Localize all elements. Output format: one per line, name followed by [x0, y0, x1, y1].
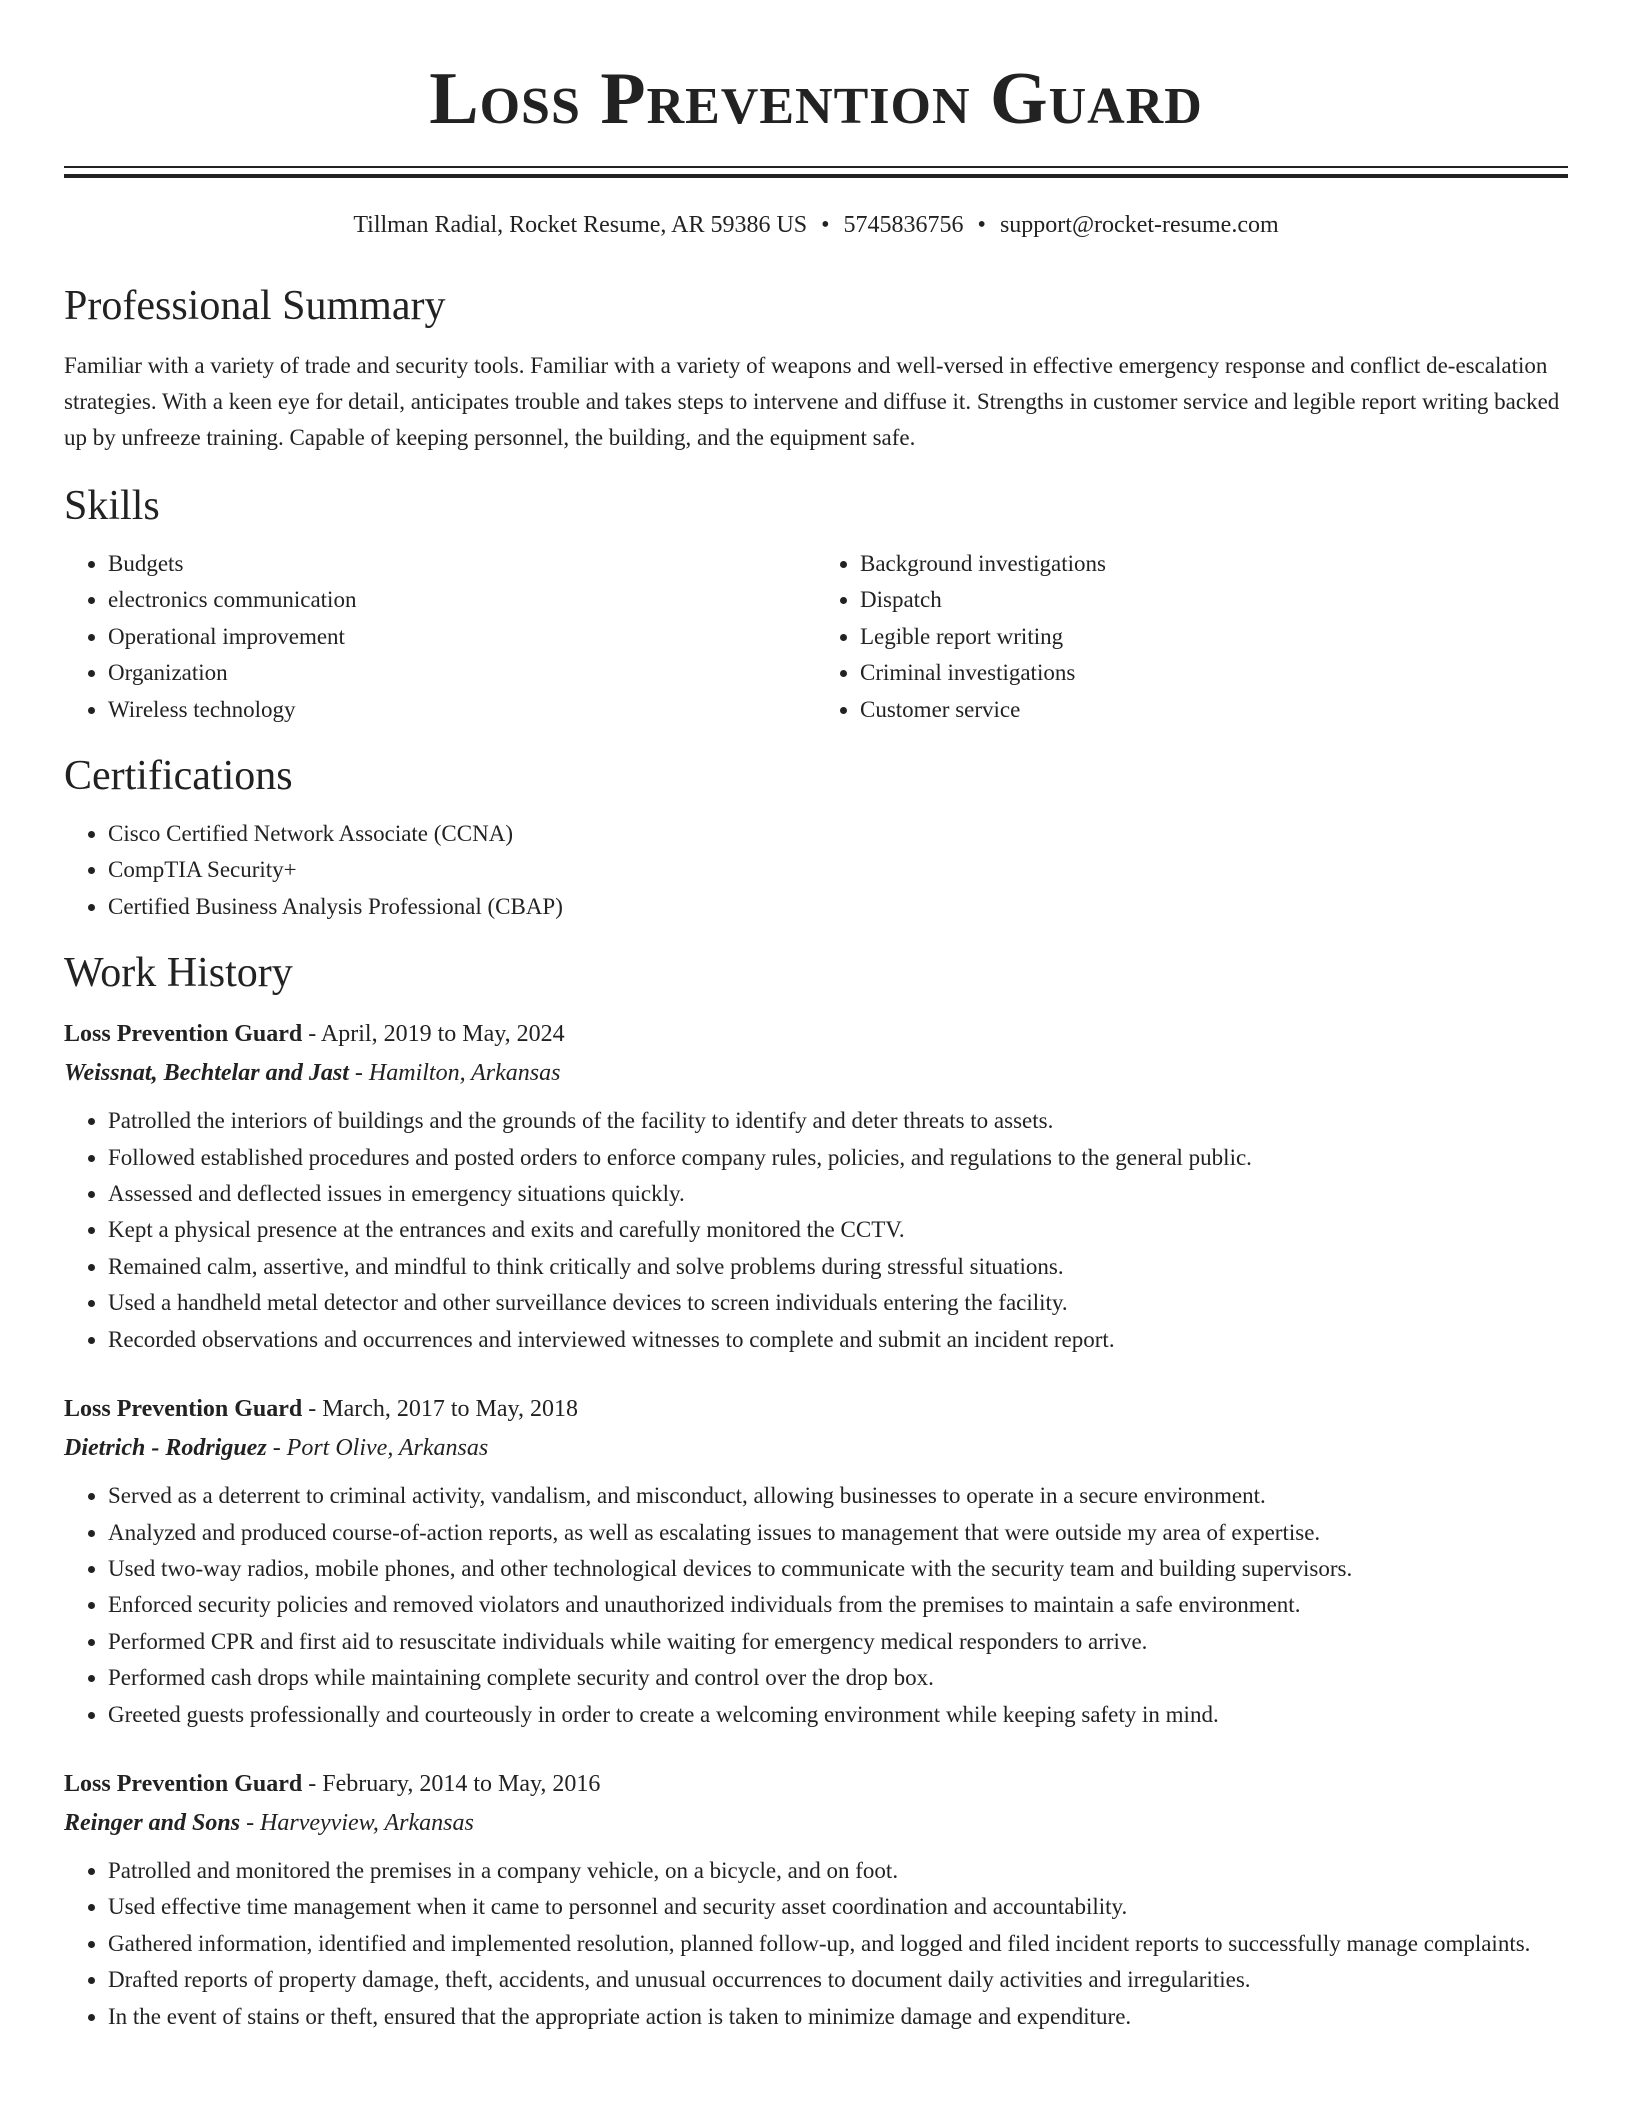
job-bullet: • Gathered information, identified and implemented resolution, planned follow-up, and logged and filed incident reports to successfully manage complaints.: [108, 1926, 1568, 1962]
header-rule-thick: [64, 174, 1568, 178]
job-bullet: • In the event of stains or theft, ensured that the appropriate action is taken to minimize damage and expenditure.: [108, 1999, 1568, 2035]
contact-separator: •: [821, 212, 830, 238]
skill-item: • Dispatch: [860, 582, 1568, 618]
job-title: Loss Prevention Guard: [64, 1021, 303, 1048]
job-bullet: • Analyzed and produced course-of-action reports, as well as escalating issues to management that were outside my area of expertise.: [108, 1515, 1568, 1551]
job-title-line: [64, 1015, 1568, 1053]
contact-separator: •: [977, 212, 986, 238]
job-bullet: • Patrolled the interiors of buildings and the grounds of the facility to identify and deter threats to assets.: [108, 1103, 1568, 1139]
job-company: Weissnat, Bechtelar and Jast: [64, 1060, 349, 1087]
job-company: Reinger and Sons: [64, 1809, 241, 1836]
job-bullet: • Followed established procedures and posted orders to enforce company rules, policies, and regulations to the general public.: [108, 1140, 1568, 1176]
certifications-heading: Certifications: [64, 753, 293, 800]
job-company: Dietrich - Rodriguez: [64, 1435, 267, 1462]
skill-item: • Organization: [108, 655, 816, 691]
header-rule-thin: [64, 166, 1568, 168]
job-title-line: [64, 1765, 1568, 1803]
job-title: Loss Prevention Guard: [64, 1770, 303, 1797]
skill-item: • Budgets: [108, 546, 816, 582]
skills-heading: Skills: [64, 483, 160, 529]
work-history-heading: Work History: [64, 950, 293, 997]
skills-columns: [64, 546, 1568, 728]
job-bullets: [64, 1853, 1568, 2035]
skills-list-right: [816, 546, 1568, 728]
skill-item: • Legible report writing: [860, 619, 1568, 655]
job-title-line: [64, 1390, 1568, 1428]
job-bullet: • Used a handheld metal detector and other surveillance devices to screen individuals entering the facility.: [108, 1285, 1568, 1321]
job-bullet: • Greeted guests professionally and courteously in order to create a welcoming environment while keeping safety in mind.: [108, 1697, 1568, 1733]
skill-item: • electronics communication: [108, 582, 816, 618]
job-bullet: • Remained calm, assertive, and mindful to think critically and solve problems during stressful situations.: [108, 1249, 1568, 1285]
job-company-line: [64, 1803, 1568, 1843]
candidate-name: Loss Prevention Guard: [429, 58, 1203, 140]
job-entry: [64, 1015, 1568, 1358]
skill-item: • Wireless technology: [108, 692, 816, 728]
job-entry: [64, 1390, 1568, 1733]
job-title: Loss Prevention Guard: [64, 1396, 303, 1423]
job-entry: [64, 1765, 1568, 2035]
contact-address: Tillman Radial, Rocket Resume, AR 59386 US: [353, 212, 808, 238]
contact-phone: 5745836756: [843, 212, 964, 238]
certifications-list: [64, 816, 1568, 925]
job-location: - Harveyview, Arkansas: [240, 1809, 474, 1836]
job-bullet: • Enforced security policies and removed violators and unauthorized individuals from the premises to maintain a safe environment.: [108, 1587, 1568, 1623]
contact-email: support@rocket-resume.com: [999, 212, 1279, 238]
job-dates: - February, 2014 to May, 2016: [302, 1770, 601, 1797]
job-dates: - March, 2017 to May, 2018: [302, 1396, 578, 1423]
skill-item: • Background investigations: [860, 546, 1568, 582]
skill-item: • Operational improvement: [108, 619, 816, 655]
job-company-line: [64, 1053, 1568, 1093]
job-bullet: • Kept a physical presence at the entrances and exits and carefully monitored the CCTV.: [108, 1212, 1568, 1248]
certification-item: • Cisco Certified Network Associate (CCNA): [108, 816, 1568, 852]
summary-heading: Professional Summary: [64, 283, 446, 329]
job-bullet: • Used effective time management when it came to personnel and security asset coordination and accountability.: [108, 1889, 1568, 1925]
job-location: - Port Olive, Arkansas: [266, 1435, 489, 1462]
certification-item: • CompTIA Security+: [108, 852, 1568, 888]
job-location: - Hamilton, Arkansas: [348, 1060, 561, 1087]
job-bullet: • Served as a deterrent to criminal activity, vandalism, and misconduct, allowing businesses to operate in a secure environment.: [108, 1478, 1568, 1514]
job-bullet: • Performed cash drops while maintaining complete security and control over the drop box.: [108, 1660, 1568, 1696]
job-bullets: [64, 1478, 1568, 1733]
skill-item: • Customer service: [860, 692, 1568, 728]
resume-page: [64, 0, 1568, 2035]
skill-item: • Criminal investigations: [860, 655, 1568, 691]
certification-item: • Certified Business Analysis Professional (CBAP): [108, 889, 1568, 925]
contact-line: [64, 208, 1568, 242]
job-dates: - April, 2019 to May, 2024: [302, 1021, 565, 1048]
job-bullet: • Assessed and deflected issues in emergency situations quickly.: [108, 1176, 1568, 1212]
skills-list-left: [64, 546, 816, 728]
job-bullet: • Recorded observations and occurrences and interviewed witnesses to complete and submit an incident report.: [108, 1322, 1568, 1358]
summary-text: Familiar with a variety of trade and security tools. Familiar with a variety of weapons and well-versed in effective emergency response and conflict de-escalation strategies. With a keen eye for detail, anticipates trouble and takes steps to intervene and diffuse it. Strengths in customer service and legible report writing backed up by unfreeze training. Capable of keeping personnel, the building, and the equipment safe.: [64, 353, 1560, 450]
job-bullet: • Used two-way radios, mobile phones, and other technological devices to communicate with the security team and building supervisors.: [108, 1551, 1568, 1587]
job-bullet: • Drafted reports of property damage, theft, accidents, and unusual occurrences to document daily activities and irregularities.: [108, 1962, 1568, 1998]
job-bullet: • Patrolled and monitored the premises in a company vehicle, on a bicycle, and on foot.: [108, 1853, 1568, 1889]
job-bullet: • Performed CPR and first aid to resuscitate individuals while waiting for emergency medical responders to arrive.: [108, 1624, 1568, 1660]
job-company-line: [64, 1428, 1568, 1468]
job-bullets: [64, 1103, 1568, 1358]
